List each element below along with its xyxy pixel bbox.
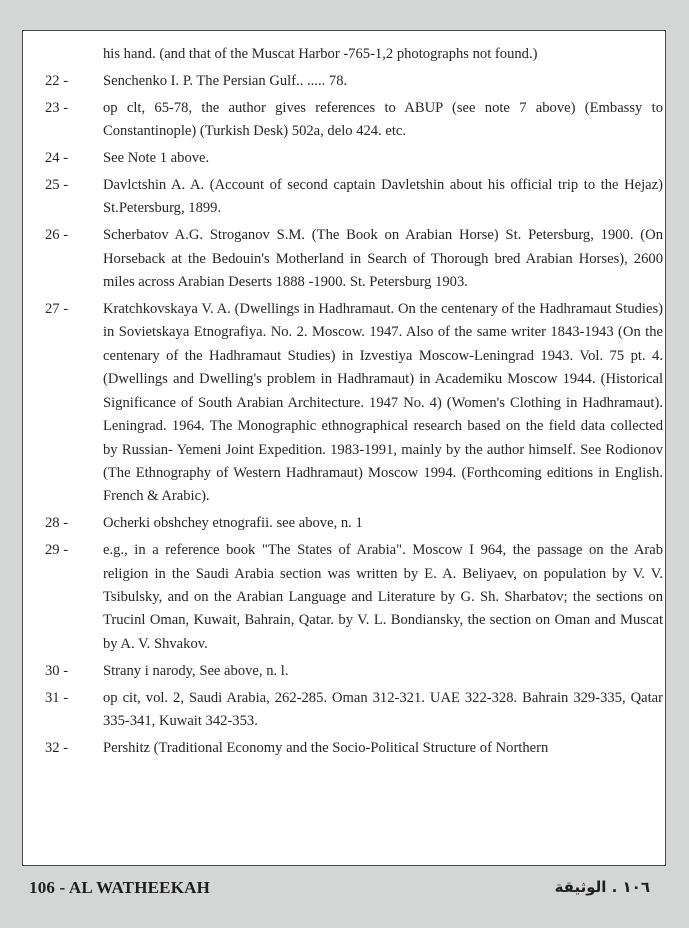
note-26 (45, 224, 663, 294)
note-number: 32 - (45, 739, 69, 756)
note-number: 26 - (45, 227, 69, 244)
note-number: 30 - (45, 662, 69, 679)
note-text: Kratchkovskaya V. A. (Dwellings in Hadhramaut. On the centenary of the Hadhramaut Studies) in Sovietskaya Etnografiya. No. 2. Moscow. 1947. Also of the same writer 1843-1943 (On the centenary of the Hadhramaut Studies) in Izvestiya Moscow-Leningrad 1943. Vol. 75 pt. 4. (Dwellings and Dwelling's problem in Hadhramaut) in Academiku Moscow 1944. (Historical Significance of South Arabian Architecture. 1947 No. 4) (Women's Clothing in Hadhramaut). Leningrad. 1964. The Monographic ethnographical research based on the field data collected by Russian- Yemeni Joint Expedition. 1983-1991, mainly by the author himself. See Rodionov (The Ethnography of Western Hadhramaut) Moscow 1994. (Forthcoming editions in English. French & Arabic). (103, 301, 663, 505)
footer-arabic-page-label: ١٠٦ . الوثيقة (554, 878, 650, 896)
note-number: 24 - (45, 150, 69, 167)
footer-page-label: 106 - AL WATHEEKAH (29, 878, 211, 897)
note-number: 29 - (45, 542, 69, 559)
note-number: 22 - (45, 72, 69, 89)
note-27 (45, 298, 663, 509)
note-28 (45, 512, 663, 535)
note-30 (45, 660, 663, 683)
page-footer (22, 870, 666, 910)
note-31 (45, 687, 663, 734)
note-number: 23 - (45, 99, 69, 116)
note-text: his hand. (and that of the Muscat Harbor -765-1,2 photographs not found.) (103, 46, 538, 62)
note-text: op clt, 65-78, the author gives references to ABUP (see note 7 above) (Embassy to Constantinople) (Turkish Desk) 502a, delo 424. etc. (103, 99, 663, 140)
note-24 (45, 147, 663, 170)
note-continuation (45, 43, 663, 66)
note-number: 28 - (45, 515, 69, 532)
note-22 (45, 70, 663, 93)
note-32 (45, 737, 663, 760)
note-number: 25 - (45, 177, 69, 194)
note-text: Strany i narody, See above, n. l. (103, 662, 289, 679)
note-23 (45, 97, 663, 144)
note-text: e.g., in a reference book "The States of Arabia". Moscow I 964, the passage on the Arab religion in the Saudi Arabia section was written by E. A. Beliyaev, on population by V. V. Tsibulsky, and on the Arabian Language and Literature by G. Sh. Sharbatov; the sections on Trucinl Oman, Kuwait, Bahrain, Qatar. by V. L. Bondiansky, the section on Oman and Muscat by A. V. Shvakov. (103, 542, 663, 652)
note-text: Davlctshin A. A. (Account of second captain Davletshin about his official trip to the Hejaz) St.Petersburg, 1899. (103, 177, 663, 217)
note-text: Pershitz (Traditional Economy and the Socio-Political Structure of Northern (103, 739, 549, 756)
footnotes-list (45, 43, 663, 764)
note-text: Ocherki obshchey etnografii. see above, n. 1 (103, 515, 363, 532)
note-25 (45, 174, 663, 221)
note-number: 31 - (45, 689, 69, 706)
note-29 (45, 539, 663, 656)
note-text: op cit, vol. 2, Saudi Arabia, 262-285. Oman 312-321. UAE 322-328. Bahrain 329-335, Qatar 335-341, Kuwait 342-353. (103, 689, 663, 729)
note-number: 27 - (45, 301, 69, 318)
note-text: Scherbatov A.G. Stroganov S.M. (The Book on Arabian Horse) St. Petersburg, 1900. (On Horseback at the Bedouin's Motherland in Search of Thorough bred Arabian Horses), 2600 miles across Arabian Deserts 1888 -1900. St. Petersburg 1903. (103, 227, 663, 291)
note-text: Senchenko I. P. The Persian Gulf.. ..... 78. (103, 72, 348, 89)
page-frame (22, 30, 666, 866)
note-text: See Note 1 above. (103, 150, 210, 167)
